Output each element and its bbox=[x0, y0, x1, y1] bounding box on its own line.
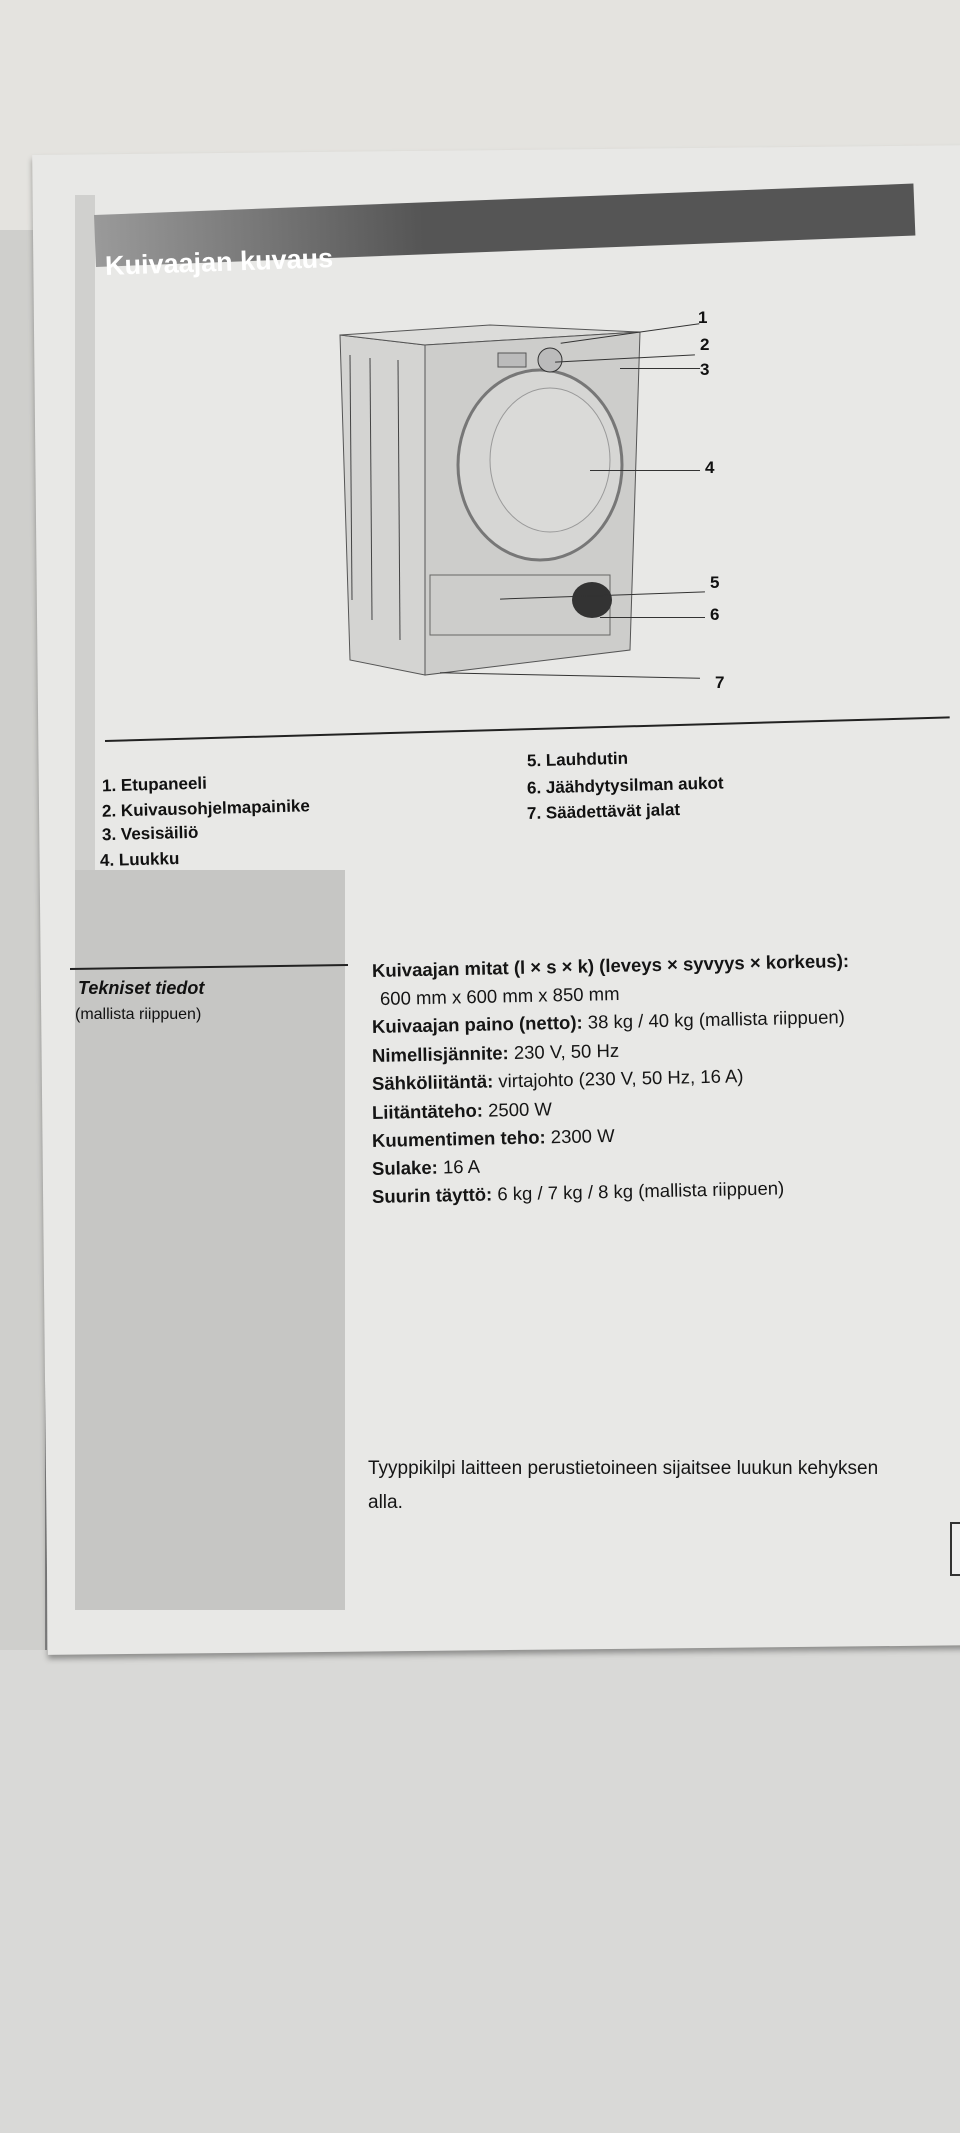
spec-value: 16 A bbox=[442, 1155, 481, 1178]
spec-value: 600 mm x 600 mm x 850 mm bbox=[379, 982, 620, 1009]
footer-text: Tyyppikilpi laitteen perustietoineen sijaitsee luukun kehyksen bbox=[368, 1458, 879, 1479]
part-item: 1. Etupaneeli bbox=[101, 773, 208, 796]
part-item: 5. Lauhdutin bbox=[526, 748, 629, 771]
spec-value: 230 V, 50 Hz bbox=[513, 1039, 620, 1064]
spec-row bbox=[372, 1156, 480, 1180]
dryer-illustration bbox=[330, 320, 650, 680]
callout-1: 1 bbox=[698, 308, 708, 327]
spec-label: Nimellisjännite: bbox=[371, 1042, 509, 1066]
grey-strip bbox=[75, 195, 95, 885]
spec-value: 38 kg / 40 kg (mallista riippuen) bbox=[587, 1006, 846, 1033]
spec-label: Sähköliitäntä: bbox=[371, 1070, 494, 1094]
tech-heading: Tekniset tiedot bbox=[78, 978, 205, 998]
callout-4: 4 bbox=[705, 458, 715, 477]
callout-7: 7 bbox=[715, 673, 725, 692]
tech-subheading: (mallista riippuen) bbox=[75, 1006, 202, 1023]
part-item: 6. Jäähdytysilman aukot bbox=[526, 773, 724, 798]
callout-3: 3 bbox=[700, 360, 710, 379]
footer-text: alla. bbox=[368, 1492, 403, 1513]
spec-value: 6 kg / 7 kg / 8 kg (mallista riippuen) bbox=[497, 1177, 785, 1205]
spec-label: Kuumentimen teho: bbox=[371, 1126, 546, 1151]
page-marker bbox=[950, 1522, 960, 1576]
spec-value: 2500 W bbox=[487, 1098, 553, 1121]
callout-5: 5 bbox=[710, 573, 720, 592]
spec-label: Liitäntäteho: bbox=[371, 1099, 484, 1123]
part-item: 7. Säädettävät jalat bbox=[526, 799, 681, 824]
callout-line bbox=[600, 617, 705, 618]
callout-6: 6 bbox=[710, 605, 720, 624]
spec-value: virtajohto (230 V, 50 Hz, 16 A) bbox=[498, 1065, 744, 1092]
part-item: 3. Vesisäiliö bbox=[101, 822, 199, 845]
callout-line bbox=[590, 470, 700, 471]
page-title: Kuivaajan kuvaus bbox=[104, 243, 334, 281]
spec-label: Kuivaajan mitat (l × s × k) (leveys × syvyys × korkeus): bbox=[371, 950, 850, 981]
part-item: 2. Kuivausohjelmapainike bbox=[101, 796, 311, 821]
spec-label: Kuivaajan paino (netto): bbox=[371, 1011, 583, 1037]
callout-2: 2 bbox=[700, 335, 710, 354]
spec-value: 2300 W bbox=[550, 1124, 615, 1148]
spec-label: Sulake: bbox=[371, 1156, 439, 1179]
callout-line bbox=[620, 368, 700, 369]
spec-row bbox=[372, 1098, 552, 1124]
spec-label: Suurin täyttö: bbox=[371, 1183, 493, 1207]
part-item: 4. Luukku bbox=[99, 848, 180, 871]
